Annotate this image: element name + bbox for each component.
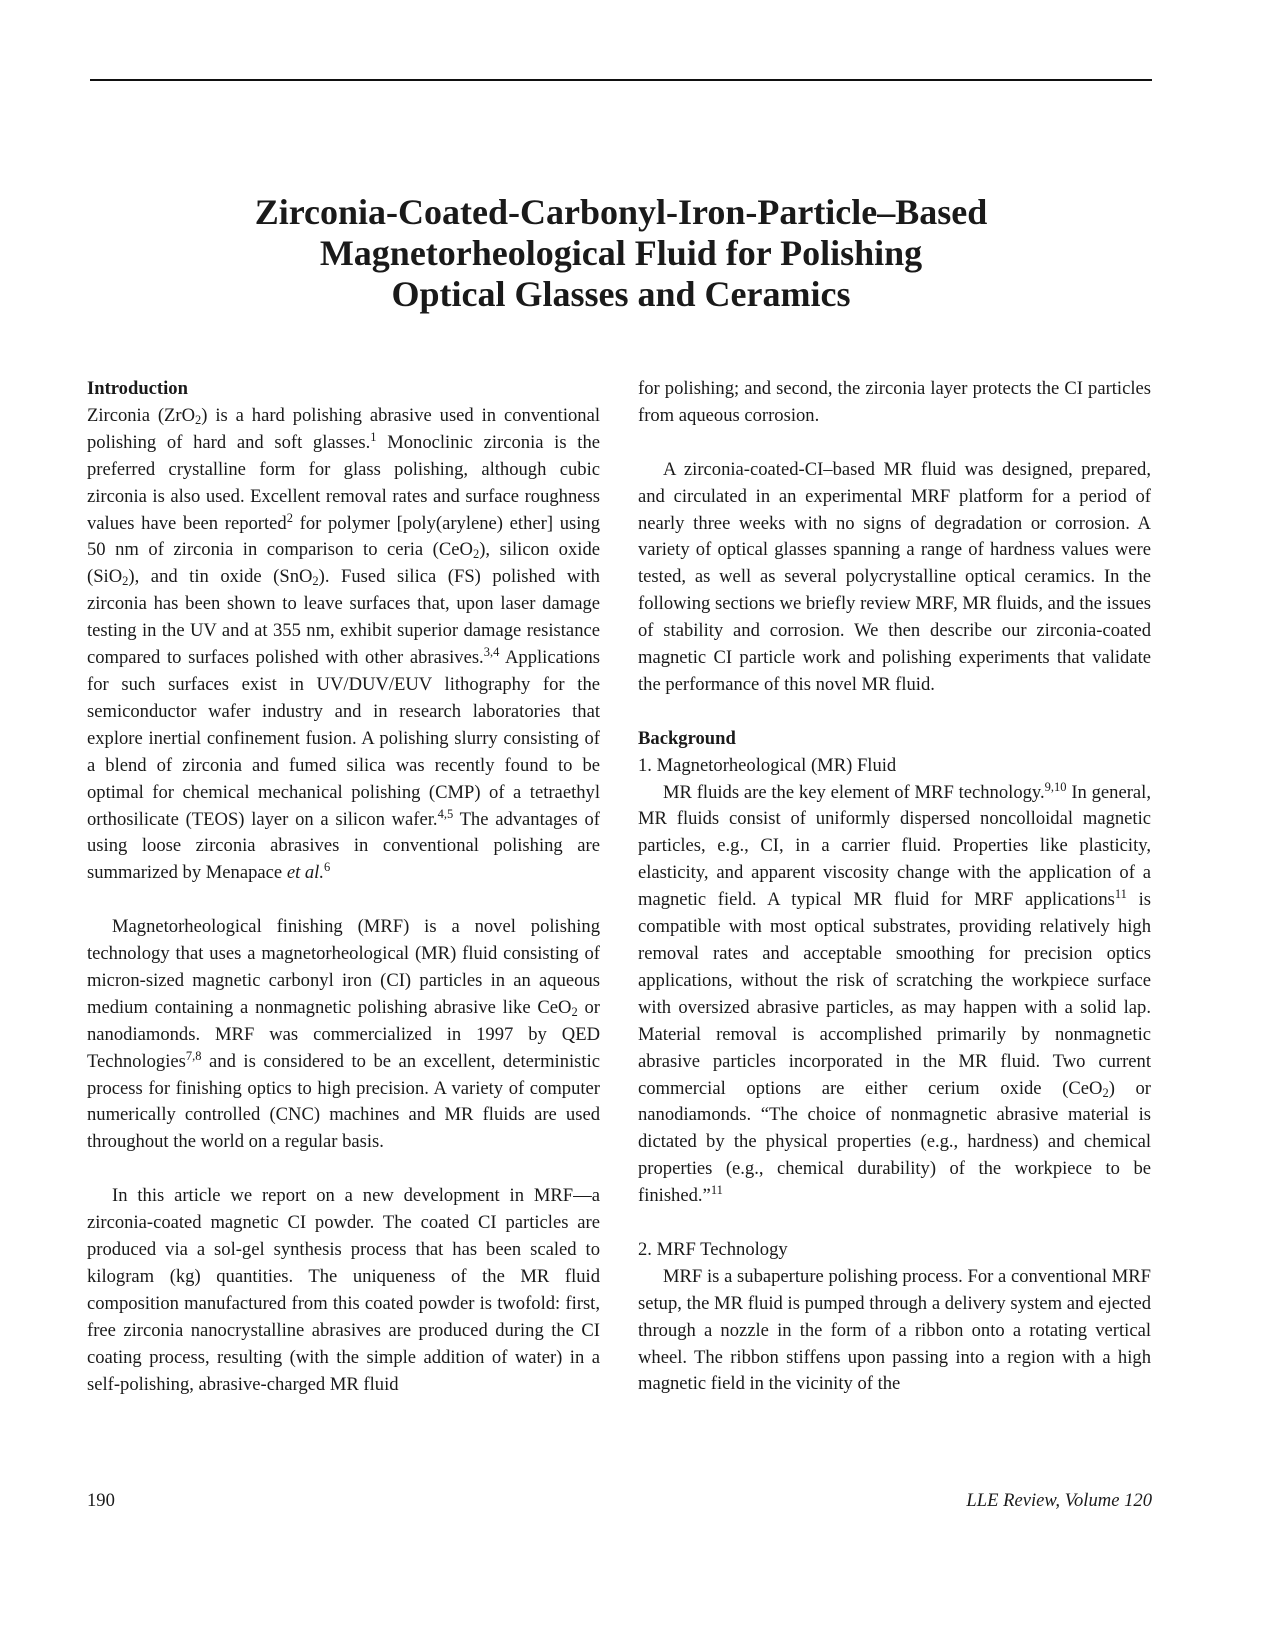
background-paragraph-2: MRF is a subaperture polishing process. For a conventional MRF setup, the MR fluid is pumped through a delivery system and ejected through a nozzle in the form of a ribbon onto a rotating vertical wheel. The ribbon stiffens upon passing into a region with a high magnetic field in the vicinity of the xyxy=(638,1265,1151,1395)
intro-paragraph-1: Zirconia (ZrO$_2$) is a hard polishing abrasive used in conventional polishing of hard and soft glasses.$^1$ Monoclinic zirconia is the preferred crystalline form for glass polishing, although cubic zirconia is also used. Excellent removal rates and surface roughness values have been reported$^2$ for polymer [poly(arylene) ether] using 50 nm of zirconia in comparison to ceria (CeO$_2$), silicon oxide (SiO$_2$), and tin oxide (SnO$_2$). Fused silica (FS) polished with zirconia has been shown to leave surfaces that, upon laser damage testing in the UV and at 355 nm, exhibit superior damage resistance compared to surfaces polished with other abrasives.$^{3,4}$ Applications for such surfaces exist in UV/DUV/EUV lithography for the semiconductor wafer industry and in research laboratories that explore inertial confinement fusion. A polishing slurry consisting of a blend of zirconia and fumed silica was recently found to be optimal for chemical mechanical polishing (CMP) of a tetraethyl orthosilicate (TEOS) layer on a silicon wafer.$^{4,5}$ The advantages of using loose zirconia abrasives in conventional polishing are summarized by Menapace et al.$^6$ xyxy=(87,404,601,884)
right-column xyxy=(638,376,1151,1398)
page-number: 190 xyxy=(87,1490,115,1511)
subsection-mr-fluid: 1. Magnetorheological (MR) Fluid xyxy=(638,754,897,776)
title-line: Optical Glasses and Ceramics xyxy=(391,274,851,314)
intro-paragraph-2: Magnetorheological finishing (MRF) is a novel polishing technology that uses a magnetorheological (MR) fluid consisting of micron-sized magnetic carbonyl iron (CI) particles in an aqueous medium containing a nonmagnetic polishing abrasive like CeO$_2$ or nanodiamonds. MRF was commercialized in 1997 by QED Technologies$^{7,8}$ and is considered to be an excellent, deterministic process for finishing optics to high precision. A variety of computer numerically controlled (CNC) machines and MR fluids are used throughout the world on a regular basis. xyxy=(87,916,600,1153)
background-paragraph-1: MR fluids are the key element of MRF technology.$^{9,10}$ In general, MR fluids consist of uniformly dispersed noncolloidal magnetic particles, e.g., CI, in a carrier fluid. Properties like plasticity, elasticity, and apparent viscosity change with the application of a magnetic field. A typical MR fluid for MRF applications$^{11}$ is compatible with most optical substrates, providing relatively high removal rates and acceptable smoothing for precision optics applications, without the risk of scratching the workpiece surface with oversized abrasive particles, as may happen with a solid lap. Material removal is accomplished primarily by nonmagnetic abrasive particles incorporated in the MR fluid. Two current commercial options are either cerium oxide (CeO$_2$) or nanodiamonds. “The choice of nonmagnetic abrasive material is dictated by the physical properties (e.g., hardness) and chemical properties (e.g., chemical durability) of the workpiece to be finished.”$^{11}$ xyxy=(638,779,1151,1207)
introduction-heading: Introduction xyxy=(87,378,188,399)
left-column xyxy=(87,376,600,1398)
intro-paragraph-4: A zirconia-coated-CI–based MR fluid was designed, prepared, and circulated in an experimental MRF platform for a period of nearly three weeks with no signs of degradation or corrosion. A variety of optical glasses spanning a range of hardness values were tested, as well as several polycrystalline optical ceramics. In the following sections we briefly review MRF, MR fluids, and the issues of stability and corrosion. We then describe our zirconia-coated magnetic CI particle work and polishing experiments that validate the performance of this novel MR fluid. xyxy=(638,458,1151,695)
subsection-mrf-technology: 2. MRF Technology xyxy=(638,1238,788,1260)
journal-name: LLE Review, Volume 120 xyxy=(966,1490,1152,1511)
top-rule xyxy=(90,79,1152,81)
title-line: Magnetorheological Fluid for Polishing xyxy=(319,233,923,273)
article-title xyxy=(90,192,1152,315)
intro-paragraph-3-continued: for polishing; and second, the zirconia layer protects the CI particles from aqueous corrosion. xyxy=(638,378,1151,426)
background-heading: Background xyxy=(638,727,736,749)
title-line: Zirconia-Coated-Carbonyl-Iron-Particle–Based xyxy=(254,192,988,232)
intro-paragraph-3: In this article we report on a new development in MRF—a zirconia-coated magnetic CI powder. The coated CI particles are produced via a sol-gel synthesis process that has been scaled to kilogram (kg) quantities. The uniqueness of the MR fluid composition manufactured from this coated powder is twofold: first, free zirconia nanocrystalline abrasives are produced during the CI coating process, resulting (with the simple addition of water) in a self-polishing, abrasive-charged MR fluid xyxy=(87,1185,600,1395)
